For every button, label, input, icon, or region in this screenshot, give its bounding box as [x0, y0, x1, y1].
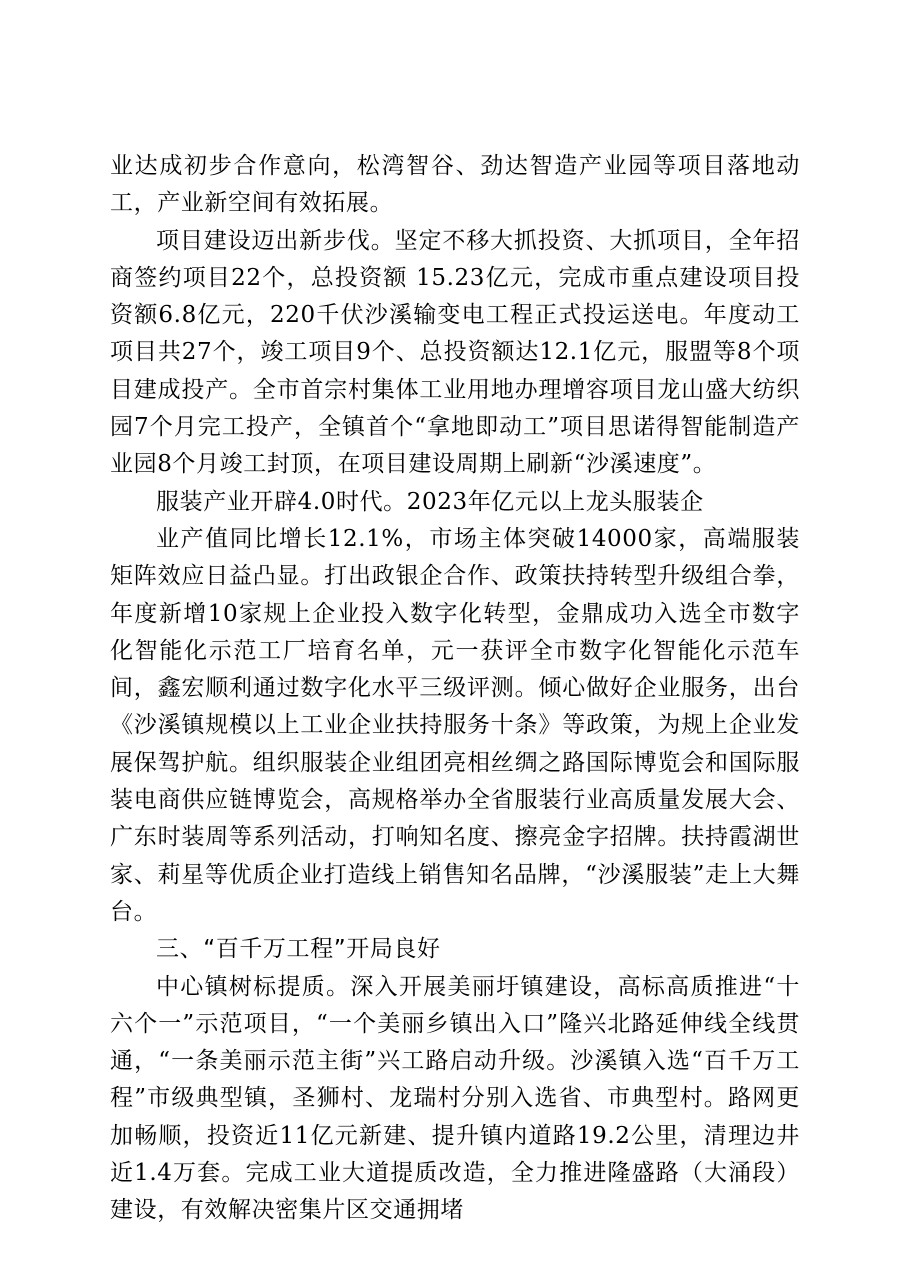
- paragraph-garment-industry-body: 业产值同比增长12.1%，市场主体突破14000家，高端服装矩阵效应日益凸显。打出政银企合作、政策扶持转型升级组合拳，年度新增10家规上企业投入数字化转型，金鼎成功入选全市数字化智能化示范工厂培育名单，元一获评全市数字化智能化示范车间，鑫宏顺利通过数字化水平三级评测。倾心做好企业服务，出台《沙溪镇规模以上工业企业扶持服务十条》等政策，为规上企业发展保驾护航。组织服装企业组团亮相丝绸之路国际博览会和国际服装电商供应链博览会，高规格举办全省服装行业高质量发展大会、广东时装周等系列活动，打响知名度、擦亮金字招牌。扶持霞湖世家、莉星等优质企业打造线上销售知名品牌，“沙溪服装”走上大舞台。: [110, 525, 800, 925]
- paragraph-project-construction: 项目建设迈出新步伐。坚定不移大抓投资、大抓项目，全年招商签约项目22个，总投资额 15.23亿元，完成市重点建设项目投资额6.8亿元，220千伏沙溪输变电工程正式投运送电。年度动工项目共27个，竣工项目9个、总投资额达12.1亿元，服盟等8个项目建成投产。全市首宗村集体工业用地办理增容项目龙山盛大纺织园7个月完工投产，全镇首个“拿地即动工”项目思诺得智能制造产业园8个月竣工封顶，在项目建设周期上刷新“沙溪速度”。: [110, 227, 800, 478]
- paragraph-central-town: 中心镇树标提质。深入开展美丽圩镇建设，高标高质推进“十六个一”示范项目，“一个美丽乡镇出入口”隆兴北路延伸线全线贯通，“一条美丽示范主街”兴工路启动升级。沙溪镇入选“百千万工程”市级典型镇，圣狮村、龙瑞村分别入选省、市典型村。路网更加畅顺，投资近11亿元新建、提升镇内道路19.2公里，清理边井近1.4万套。完成工业大道提质改造，全力推进隆盛路（大涌段）建设，有效解决密集片区交通拥堵: [110, 973, 800, 1224]
- section-heading-3: 三、“百千万工程”开局良好: [156, 936, 441, 963]
- paragraph-continuation: 业达成初步合作意向，松湾智谷、劲达智造产业园等项目落地动工，产业新空间有效拓展。: [110, 153, 800, 217]
- paragraph-garment-industry-lead: 服装产业开辟4.0时代。2023年亿元以上龙头服装企: [156, 488, 704, 515]
- document-body: [110, 148, 800, 1230]
